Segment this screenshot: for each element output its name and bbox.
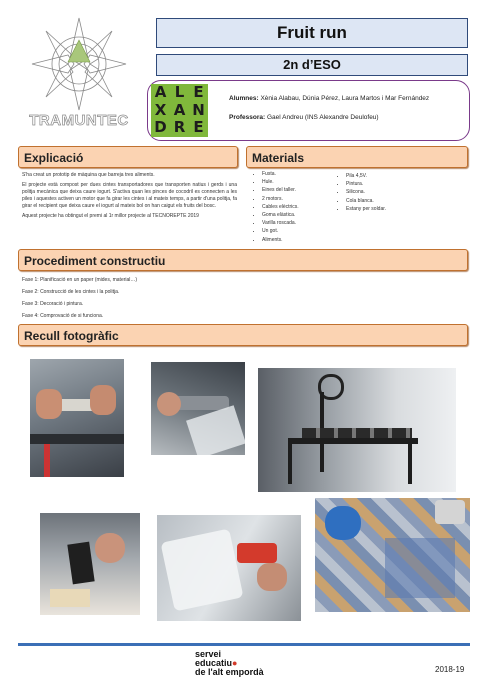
explicacio-text xyxy=(22,172,237,220)
material-item: • Hule. xyxy=(262,178,338,186)
section-explicacio-heading xyxy=(18,146,238,168)
section-recull-heading xyxy=(18,324,468,346)
tramuntec-logo xyxy=(18,14,140,136)
info-box xyxy=(147,80,470,141)
logo-letter: R xyxy=(173,118,186,137)
materials-list-col2 xyxy=(332,172,452,213)
teacher-label: Professora: xyxy=(229,114,266,121)
photo-colored-belt xyxy=(315,498,470,612)
org-line: servei xyxy=(195,649,222,659)
explicacio-paragraph: S'ha creat un prototip de màquina que barreja tres aliments. xyxy=(22,172,155,178)
material-item: • Pintura. xyxy=(346,180,452,188)
brand-name: TRAMUNTEC xyxy=(29,112,129,129)
footer-year: 2018-19 xyxy=(435,665,465,674)
material-item: • Varilla roscada. xyxy=(262,219,338,227)
material-item: • Goma elàstica. xyxy=(262,211,338,219)
org-line: de l'alt empordà xyxy=(195,667,264,677)
material-item: • Aliments. xyxy=(262,236,338,244)
photo-painting xyxy=(40,513,140,615)
logo-letter: X xyxy=(154,100,167,119)
step-item: Fase 2: Construcció de les cintes i la politja. xyxy=(22,289,120,295)
material-item: • Fusta. xyxy=(262,170,338,178)
photo-drilling xyxy=(151,362,245,455)
procediment-steps xyxy=(22,277,322,320)
footer-bar xyxy=(18,643,470,646)
material-item: • Cola blanca. xyxy=(346,197,452,205)
section-materials-heading xyxy=(246,146,468,168)
students-value: Xènia Alabau, Dúnia Pérez, Laura Martos i Mar Fernández xyxy=(260,95,430,102)
students-label: Alumnes: xyxy=(229,95,259,102)
brand-dot-icon: ● xyxy=(232,658,238,668)
poster-title-text: Fruit run xyxy=(277,23,347,42)
material-item: • Cables elèctrics. xyxy=(262,203,338,211)
section-heading-text: Recull fotogràfic xyxy=(24,329,119,343)
footer-organization-logo xyxy=(195,650,295,677)
photo-glue-gun xyxy=(157,515,301,621)
logo-letter: A xyxy=(154,83,167,101)
course-title xyxy=(156,54,468,76)
students-line xyxy=(229,95,429,102)
photo-finished-machine xyxy=(258,368,456,492)
school-logo xyxy=(151,84,208,137)
org-line: educatiu xyxy=(195,658,233,668)
teacher-line xyxy=(229,114,379,121)
step-item: Fase 4: Comprovació de si funciona. xyxy=(22,313,104,319)
logo-letter: E xyxy=(193,118,204,137)
poster-title xyxy=(156,18,468,48)
section-procediment-heading xyxy=(18,249,468,271)
section-heading-text: Materials xyxy=(252,151,305,165)
logo-letter: N xyxy=(192,100,205,119)
section-heading-text: Procediment constructiu xyxy=(24,254,166,268)
step-item: Fase 3: Decoració i pintura. xyxy=(22,301,84,307)
course-title-text: 2n d’ESO xyxy=(283,57,341,72)
teacher-value: Gael Andreu (INS Alexandre Deulofeu) xyxy=(266,114,379,121)
logo-letter: A xyxy=(173,100,186,119)
materials-list-col1 xyxy=(248,170,338,244)
material-item: • Eines del taller. xyxy=(262,186,338,194)
material-item: • 2 motors. xyxy=(262,195,338,203)
explicacio-paragraph: El projecte està compost per dues cintes transportadores que transporten natius i gerds i una politja mecànica que deixa caure iogurt. S'activa quan les pinces de cocodril es connecten a les piles i aquestes activen un motor que fa girar les cintes i al mateix temps, a partir d'una politja, fa girar el recipient que deixa caure el iogurt al mateix bol on han caigut els fruits del bosc. xyxy=(22,182,237,209)
step-item: Fase 1: Planificació en un paper (mides, material…) xyxy=(22,277,138,283)
material-item: • Silicona. xyxy=(346,188,452,196)
explicacio-paragraph: Aquest projecte ha obtingut el premi al 1r millor projecte al TECNOREPTE 2019 xyxy=(22,213,199,219)
section-heading-text: Explicació xyxy=(24,151,84,165)
material-item: • Pila 4,5V. xyxy=(346,172,452,180)
logo-letter: L xyxy=(174,83,185,101)
logo-letter: D xyxy=(154,118,167,137)
material-item: • Estany per soldar. xyxy=(346,205,452,213)
material-item: • Un got. xyxy=(262,227,338,235)
logo-letter: E xyxy=(193,83,204,101)
photo-conveyor-handling xyxy=(30,359,124,477)
